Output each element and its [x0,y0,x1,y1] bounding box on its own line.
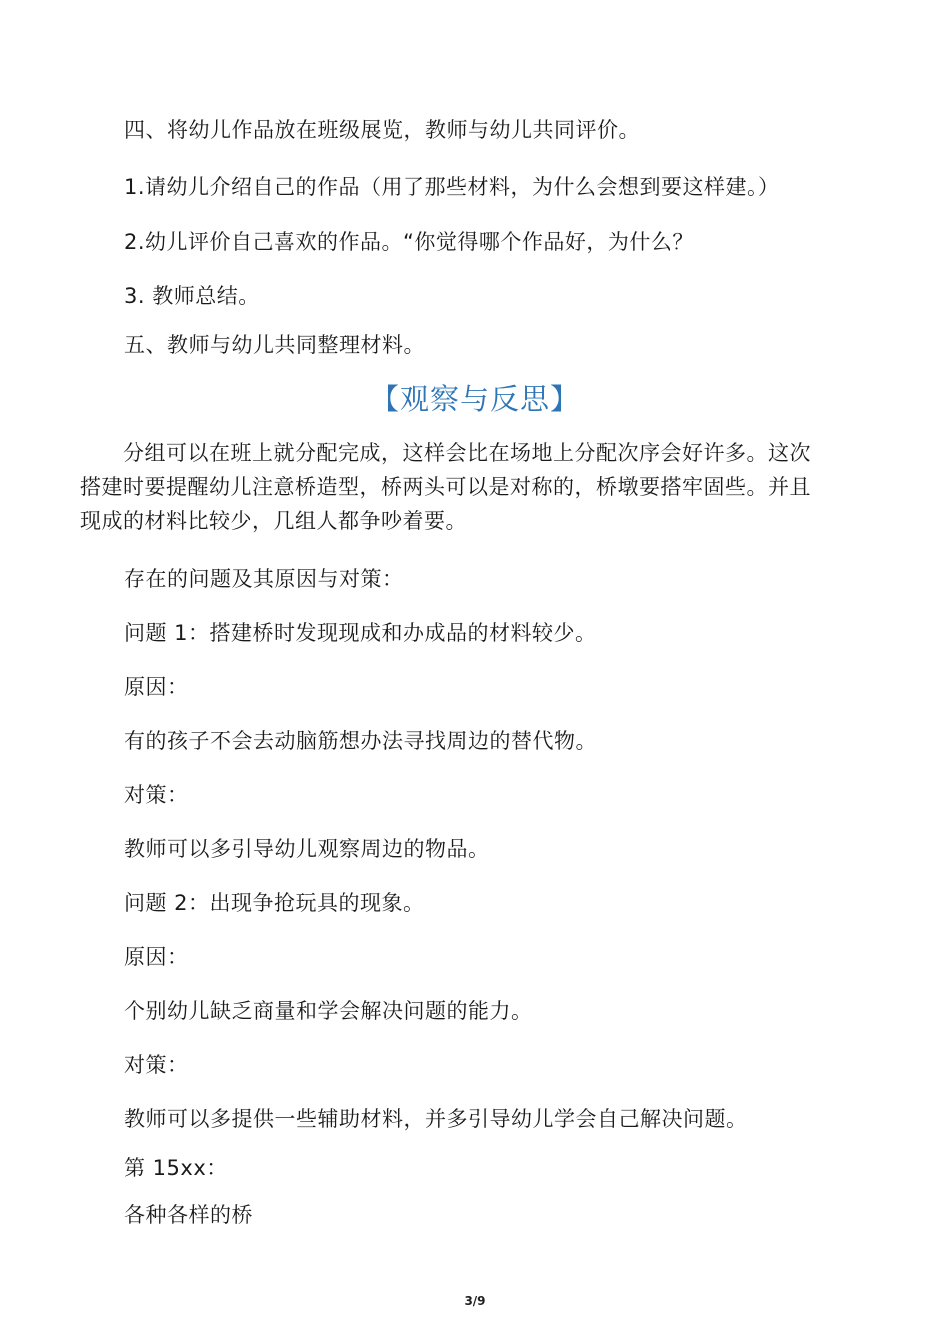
cause-2: 个别幼儿缺乏商量和学会解决问题的能力。 [124,999,533,1023]
cause-1: 有的孩子不会去动脑筋想办法寻找周边的替代物。 [124,729,597,753]
sub-item-3: 3. 教师总结。 [124,284,260,308]
problem-2: 问题 2：出现争抢玩具的现象。 [124,891,425,915]
solution-1: 教师可以多引导幼儿观察周边的物品。 [124,837,490,861]
problem-1: 问题 1：搭建桥时发现现成和办成品的材料较少。 [124,621,597,645]
cause-label-2: 原因： [124,945,189,969]
solution-label-2: 对策： [124,1053,189,1077]
cause-label-1: 原因： [124,675,189,699]
paragraph-line: 搭建时要提醒幼儿注意桥造型，桥两头可以是对称的，桥墩要搭牢固些。并且 [80,475,811,499]
reflection-paragraph [80,436,850,538]
sub-item-1: 1.请幼儿介绍自己的作品（用了那些材料，为什么会想到要这样建。） [124,175,780,199]
section-five-text: 五、教师与幼儿共同整理材料。 [124,333,425,357]
paragraph-line: 现成的材料比较少，几组人都争吵着要。 [80,509,467,533]
section-four-text: 四、将幼儿作品放在班级展览，教师与幼儿共同评价。 [124,118,640,142]
problems-intro: 存在的问题及其原因与对策： [124,567,404,591]
page-number: 3/9 [464,1294,486,1308]
lesson-label: 第 15xx： [124,1156,228,1180]
reflection-heading: 【观察与反思】 [369,382,580,416]
lesson-title: 各种各样的桥 [124,1203,253,1227]
paragraph-line: 分组可以在班上就分配完成，这样会比在场地上分配次序会好许多。这次 [123,441,811,465]
sub-item-2: 2.幼儿评价自己喜欢的作品。“你觉得哪个作品好，为什么？ [124,230,694,254]
solution-2: 教师可以多提供一些辅助材料，并多引导幼儿学会自己解决问题。 [124,1107,748,1131]
solution-label-1: 对策： [124,783,189,807]
